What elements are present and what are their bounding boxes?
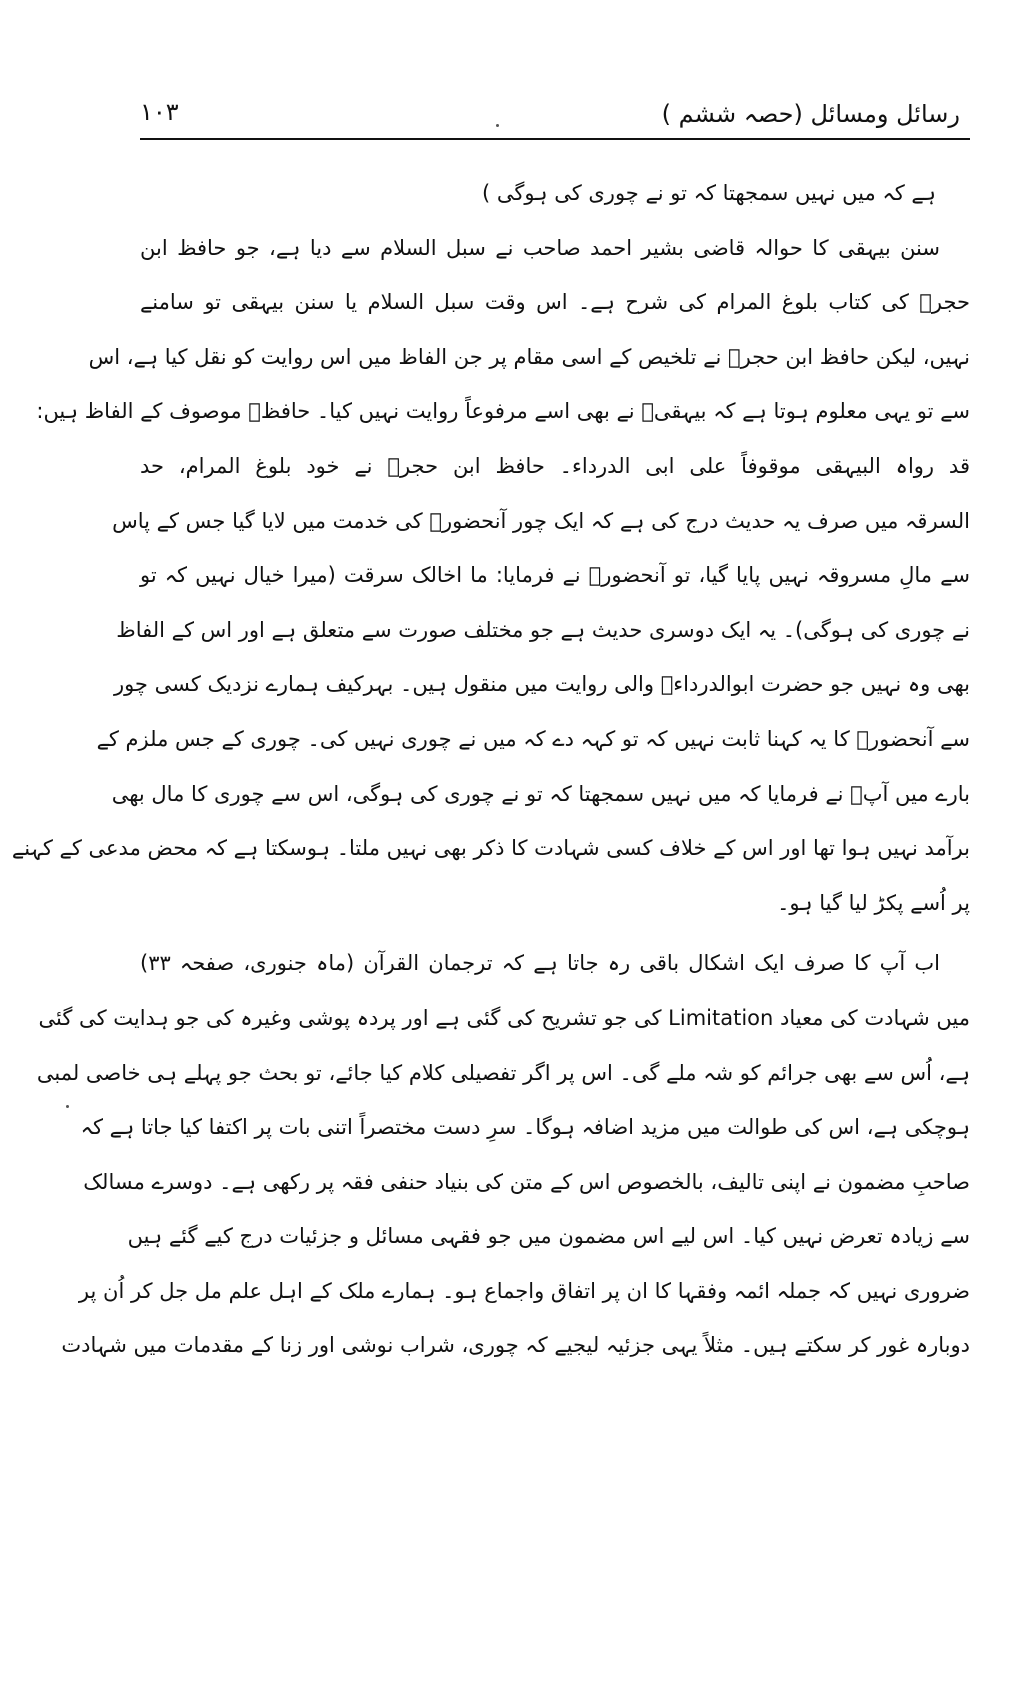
text-line: سے مالِ مسروقہ نہیں پایا گیا، تو آنحضورؐ نے فرمایا: ما اخالک سرقت (میرا خیال نہیں کہ تو	[140, 563, 970, 588]
page-number: ۱۰۳	[140, 98, 179, 126]
body-text	[11, 166, 970, 1373]
text-line: ضروری نہیں کہ جملہ ائمہ وفقہا کا ان پر اتفاق واجماع ہو۔ ہمارے ملک کے اہل علم مل جل کر اُن پر	[78, 1278, 970, 1303]
text-line: برآمد نہیں ہوا تھا اور اس کے خلاف کسی شہادت کا ذکر بھی نہیں ملتا۔ ہوسکتا ہے کہ محض مدعی کے کہنے	[11, 836, 970, 861]
text-line: سے زیادہ تعرض نہیں کیا۔ اس لیے اس مضمون میں جو فقہی مسائل و جزئیات درج کیے گئے ہیں	[127, 1224, 970, 1249]
text-line: سے آنحضورؐ کا یہ کہنا ثابت نہیں کہ تو کہہ دے کہ میں نے چوری نہیں کی۔ چوری کے جس ملزم کے	[96, 726, 970, 751]
running-head: رسائل ومسائل (حصہ ششم )	[661, 100, 960, 128]
text-line: نے چوری کی ہوگی)۔ یہ ایک دوسری حدیث ہے جو مختلف صورت سے متعلق ہے اور اس کے الفاظ	[116, 617, 970, 642]
text-line: السرقہ میں صرف یہ حدیث درج کی ہے کہ ایک چور آنحضورؐ کی خدمت میں لایا گیا جس کے پاس	[112, 508, 970, 533]
text-line: بھی وہ نہیں جو حضرت ابوالدرداءؓ والی روایت میں منقول ہیں۔ بہرکیف ہمارے نزدیک کسی چور	[113, 672, 970, 697]
scan-speck	[66, 1105, 69, 1108]
text-line: ہے، اُس سے بھی جرائم کو شہ ملے گی۔ اس پر اگر تفصیلی کلام کیا جائے، تو بحث جو پہلے ہی خاصی لمبی	[36, 1060, 970, 1085]
scan-speck	[496, 124, 499, 127]
text-line: بارے میں آپؐ نے فرمایا کہ میں نہیں سمجھتا کہ تو نے چوری کی ہوگی، اس سے چوری کا مال بھی	[111, 781, 970, 806]
text-line: حجرؒ کی کتاب بلوغ المرام کی شرح ہے۔ اس وقت سبل السلام یا سنن بیہقی تو سامنے	[140, 290, 970, 315]
page-header	[140, 96, 960, 136]
text-line: سے تو یہی معلوم ہوتا ہے کہ بیہقیؒ نے بھی اسے مرفوعاً روایت نہیں کیا۔ حافظؒ موصوف کے الفاظ ہیں:	[36, 399, 970, 424]
text-line: صاحبِ مضمون نے اپنی تالیف، بالخصوص اس کے متن کی بنیاد حنفی فقہ پر رکھی ہے۔ دوسرے مسالک	[83, 1169, 970, 1194]
text-line: اب آپ کا صرف ایک اشکال باقی رہ جاتا ہے کہ ترجمان القرآن (ماہ جنوری، صفحہ ۳۳)	[140, 951, 940, 976]
text-line: ہے کہ میں نہیں سمجھتا کہ تو نے چوری کی ہوگی )	[482, 181, 936, 205]
text-line: پر اُسے پکڑ لیا گیا ہو۔	[777, 890, 970, 915]
text-line: دوبارہ غور کر سکتے ہیں۔ مثلاً یہی جزئیہ لیجیے کہ چوری، شراب نوشی اور زنا کے مقدمات میں شہادت	[61, 1333, 970, 1358]
text-line: سنن بیہقی کا حوالہ قاضی بشیر احمد صاحب نے سبل السلام سے دیا ہے، جو حافظ ابن	[140, 235, 940, 260]
text-line: ہوچکی ہے، اس کی طوالت میں مزید اضافہ ہوگا۔ سرِ دست مختصراً اتنی بات پر اکتفا کیا جاتا ہے کہ	[80, 1115, 970, 1140]
header-rule	[140, 138, 970, 140]
text-line: میں شہادت کی معیاد Limitation کی جو تشریح کی گئی ہے اور پردہ پوشی وغیرہ کی جو ہدایت کی گئی	[38, 1005, 970, 1030]
text-line: نہیں، لیکن حافظ ابن حجرؒ نے تلخیص کے اسی مقام پر جن الفاظ میں اس روایت کو نقل کیا ہے، اس	[88, 344, 970, 369]
text-line: قد رواہ البیہقی موقوفاً علی ابی الدرداء۔ حافظ ابن حجرؒ نے خود بلوغ المرام، حد	[140, 453, 970, 478]
